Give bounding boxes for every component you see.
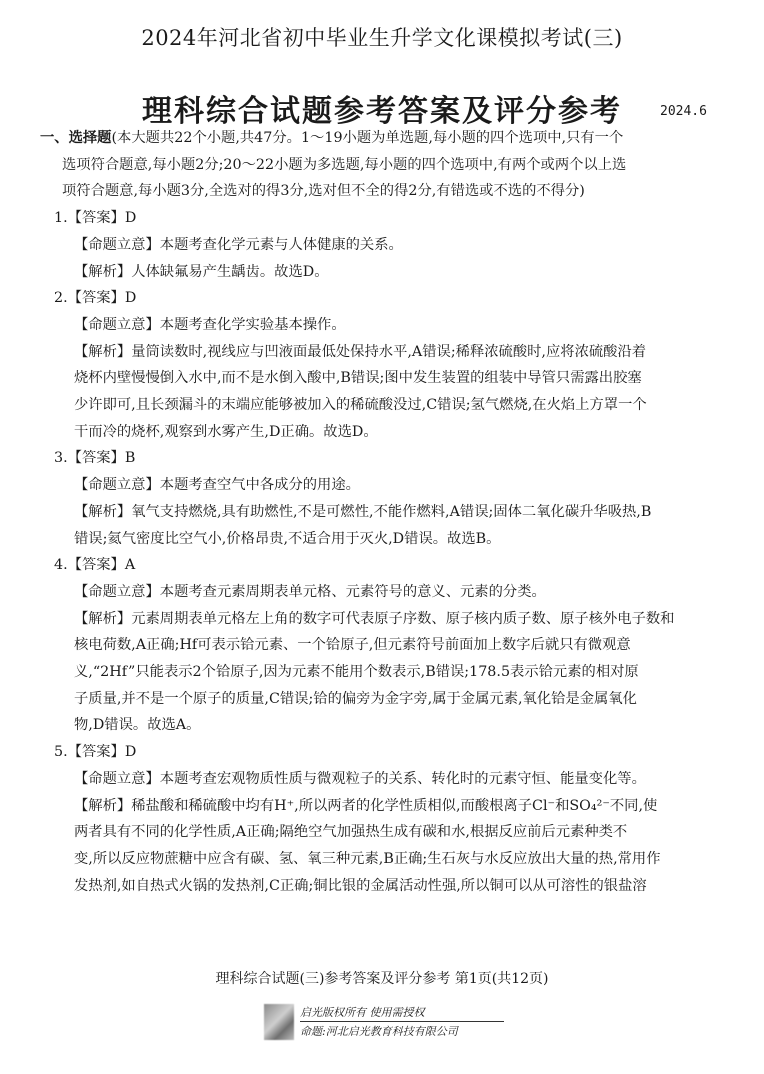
question-number: 2. [54,290,68,307]
intent-text: 本题考查空气中各成分的用途。 [159,477,360,494]
answer-value: D [124,210,137,227]
answer-label: 【答案】 [67,450,125,467]
question-number: 4. [54,557,68,574]
intent-line [74,472,708,499]
intent-line [74,312,708,339]
exam-title: 2024年河北省初中毕业生升学文化课模拟考试(三) [141,26,623,50]
analysis-label: 【解析】 [74,610,132,627]
answer-value: D [124,744,137,761]
question-block [54,205,708,285]
intent-line [74,766,708,793]
analysis-text: 元素周期表单元格左上角的数字可代表原子序数、原子核内质子数、原子核外电子数和 [131,610,675,627]
answer-label: 【答案】 [67,210,125,227]
intent-label: 【命题立意】 [74,236,160,253]
intent-label: 【命题立意】 [74,316,160,333]
analysis-line: 少许即可,且长颈漏斗的末端应能够被加入的稀硫酸没过,C错误;氢气燃烧,在火焰上方罩一个 [74,397,647,414]
question-number: 5. [54,744,68,761]
page-footer: 理科综合试题(三)参考答案及评分参考 第1页(共12页) [215,971,549,987]
analysis-line: 变,所以反应物蔗糖中应含有碳、氢、氧三种元素,B正确;生石灰与水反应放出大量的热,常用作 [74,850,661,867]
analysis-label: 【解析】 [74,797,132,814]
analysis-line: 核电荷数,A正确;Hf可表示铪元素、一个铪原子,但元素符号前面加上数字后就只有微观意 [74,637,631,654]
answer-value: D [124,290,137,307]
section-line-2: 选项符合题意,每小题2分;20～22小题为多选题,每小题的四个选项中,有两个或两个以上选 [62,156,627,173]
analysis-text: 量筒读数时,视线应与凹液面最低处保持水平,A错误;稀释浓硫酸时,应将浓硫酸沿着 [131,343,647,360]
analysis-line [74,499,708,526]
analysis-text: 氧气支持燃烧,具有助燃性,不是可燃性,不能作燃料,A错误;固体二氧化碳升华吸热,B [131,503,652,520]
analysis-line: 物,D错误。故选A。 [74,717,201,734]
question-list [54,205,708,899]
question-block [54,739,708,899]
section-line-1: (本大题共22个小题,共47分。1～19小题为单选题,每小题的四个选项中,只有一个 [111,130,624,146]
analysis-line: 义,“2Hf”只能表示2个铪原子,因为元素不能用个数表示,B错误;178.5表示铪元素的相对原 [74,664,639,681]
analysis-text: 稀盐酸和稀硫酸中均有H⁺,所以两者的化学性质相似,而酸根离子Cl⁻和SO₄²⁻不同,使 [131,797,658,814]
analysis-label: 【解析】 [74,343,132,360]
analysis-line [74,259,708,286]
intent-text: 本题考查宏观物质性质与微观粒子的关系、转化时的元素守恒、能量变化等。 [159,770,646,787]
analysis-line [74,339,708,366]
publisher-logo [264,1004,294,1040]
analysis-line: 子质量,并不是一个原子的质量,C错误;铪的偏旁为金字旁,属于金属元素,氧化铪是金属氧化 [74,690,637,707]
document-body [40,125,708,899]
analysis-label: 【解析】 [74,503,132,520]
intent-line [74,232,708,259]
answer-label: 【答案】 [67,557,125,574]
stamp-divider [300,1021,504,1022]
question-block [54,552,708,739]
answer-line [54,205,708,232]
answer-line [54,552,708,579]
question-block [54,285,708,445]
document-date: 2024.6 [660,104,707,119]
analysis-line: 错误;氦气密度比空气小,价格昂贵,不适合用于灭火,D错误。故选B。 [74,530,501,547]
answer-value: A [124,557,136,574]
answer-label: 【答案】 [67,744,125,761]
intent-label: 【命题立意】 [74,583,160,600]
intent-text: 本题考查化学元素与人体健康的关系。 [159,236,403,253]
section-intro [40,125,708,152]
question-number: 3. [54,450,68,467]
stamp-publisher-text: 命题:河北启光教育科技有限公司 [300,1025,458,1038]
answer-value: B [124,450,136,467]
intent-line [74,579,708,606]
intent-label: 【命题立意】 [74,477,160,494]
answer-line [54,445,708,472]
analysis-label: 【解析】 [74,263,132,280]
analysis-line: 发热剂,如自热式火锅的发热剂,C正确;铜比银的金属活动性强,所以铜可以从可溶性的银盐溶 [74,877,647,894]
answer-line [54,285,708,312]
answer-label: 【答案】 [67,290,125,307]
answer-line [54,739,708,766]
intent-label: 【命题立意】 [74,770,160,787]
intent-text: 本题考查化学实验基本操作。 [159,316,346,333]
section-line-3: 项符合题意,每小题3分,全选对的得3分,选对但不全的得2分,有错选或不选的不得分) [62,183,585,200]
stamp-copyright-text: 启光版权所有 使用需授权 [300,1006,425,1019]
analysis-text: 人体缺氟易产生龋齿。故选D。 [131,263,329,280]
section-head: 一、选择题 [40,130,112,146]
analysis-line: 两者具有不同的化学性质,A正确;隔绝空气加强热生成有碳和水,根据反应前后元素种类不 [74,824,628,841]
analysis-line [74,606,708,633]
intent-text: 本题考查元素周期表单元格、元素符号的意义、元素的分类。 [159,583,546,600]
analysis-line [74,793,708,820]
analysis-line: 干而冷的烧杯,观察到水雾产生,D正确。故选D。 [74,423,378,440]
copyright-stamp [264,1002,504,1042]
analysis-line: 烧杯内壁慢慢倒入水中,而不是水倒入酸中,B错误;图中发生装置的组装中导管只需露出胶塞 [74,370,642,387]
document-title: 理科综合试题参考答案及评分参考 [142,94,622,129]
question-block [54,445,708,552]
question-number: 1. [54,210,68,227]
